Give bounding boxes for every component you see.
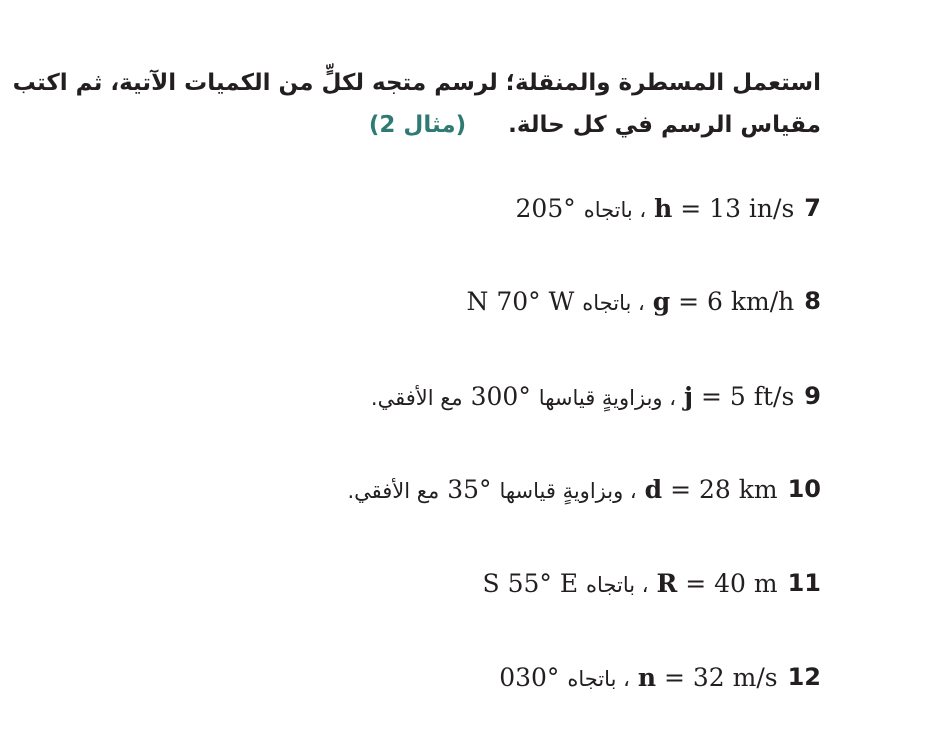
vector-magnitude: = 40 m <box>685 568 778 598</box>
direction-value: 030° <box>499 662 560 692</box>
direction-value: 300° <box>470 381 531 411</box>
exercise-8 <box>467 281 821 321</box>
vector-magnitude: = 6 km/h <box>678 286 795 316</box>
exercise-expression <box>467 287 795 316</box>
direction-value: S 55° E <box>482 568 579 598</box>
vector-symbol: n <box>637 662 657 692</box>
direction-phrase: ، باتجاه <box>586 572 649 597</box>
vector-magnitude: = 13 in/s <box>680 193 795 223</box>
instructions <box>11 62 821 146</box>
exercise-12 <box>499 657 821 697</box>
vector-magnitude: = 28 km <box>670 474 778 504</box>
exercise-expression <box>483 569 778 598</box>
vector-symbol: R <box>656 568 678 598</box>
direction-tail: مع الأفقي. <box>370 385 463 410</box>
exercise-10 <box>347 469 821 509</box>
exercise-number: 11 <box>787 569 821 597</box>
instructions-text: استعمل المسطرة والمنقلة؛ لرسم متجه لكلٍّ من الكميات الآتية، ثم اكتب مقياس الرسم في كل حالة. <box>12 70 821 138</box>
exercise-expression <box>371 382 794 411</box>
exercise-number: 9 <box>804 382 821 410</box>
vector-symbol: g <box>652 286 671 316</box>
direction-value: 205° <box>515 193 576 223</box>
direction-phrase: ، باتجاه <box>567 666 630 691</box>
direction-phrase: ، باتجاه <box>582 290 645 315</box>
exercise-expression <box>499 663 777 692</box>
vector-symbol: d <box>644 474 663 504</box>
direction-tail: مع الأفقي. <box>347 478 440 503</box>
direction-value: 35° <box>447 474 492 504</box>
exercise-11 <box>483 563 822 603</box>
vector-symbol: h <box>654 193 673 223</box>
exercise-7 <box>516 188 821 228</box>
exercise-9 <box>371 376 821 416</box>
exercise-number: 12 <box>787 663 821 691</box>
exercise-number: 8 <box>804 287 821 315</box>
example-reference: (مثال 2) <box>368 112 467 138</box>
exercise-number: 10 <box>787 475 821 503</box>
direction-phrase: ، وبزاويةٍ قياسها <box>499 478 637 503</box>
vector-magnitude: = 32 m/s <box>663 662 778 692</box>
direction-value: N 70° W <box>466 286 575 316</box>
exercise-expression <box>516 194 795 223</box>
direction-phrase: ، باتجاه <box>583 197 647 222</box>
vector-magnitude: = 5 ft/s <box>700 381 795 411</box>
exercise-expression <box>347 475 777 504</box>
vector-symbol: j <box>683 381 694 411</box>
direction-phrase: ، وبزاويةٍ قياسها <box>538 385 677 410</box>
exercise-number: 7 <box>804 194 821 222</box>
